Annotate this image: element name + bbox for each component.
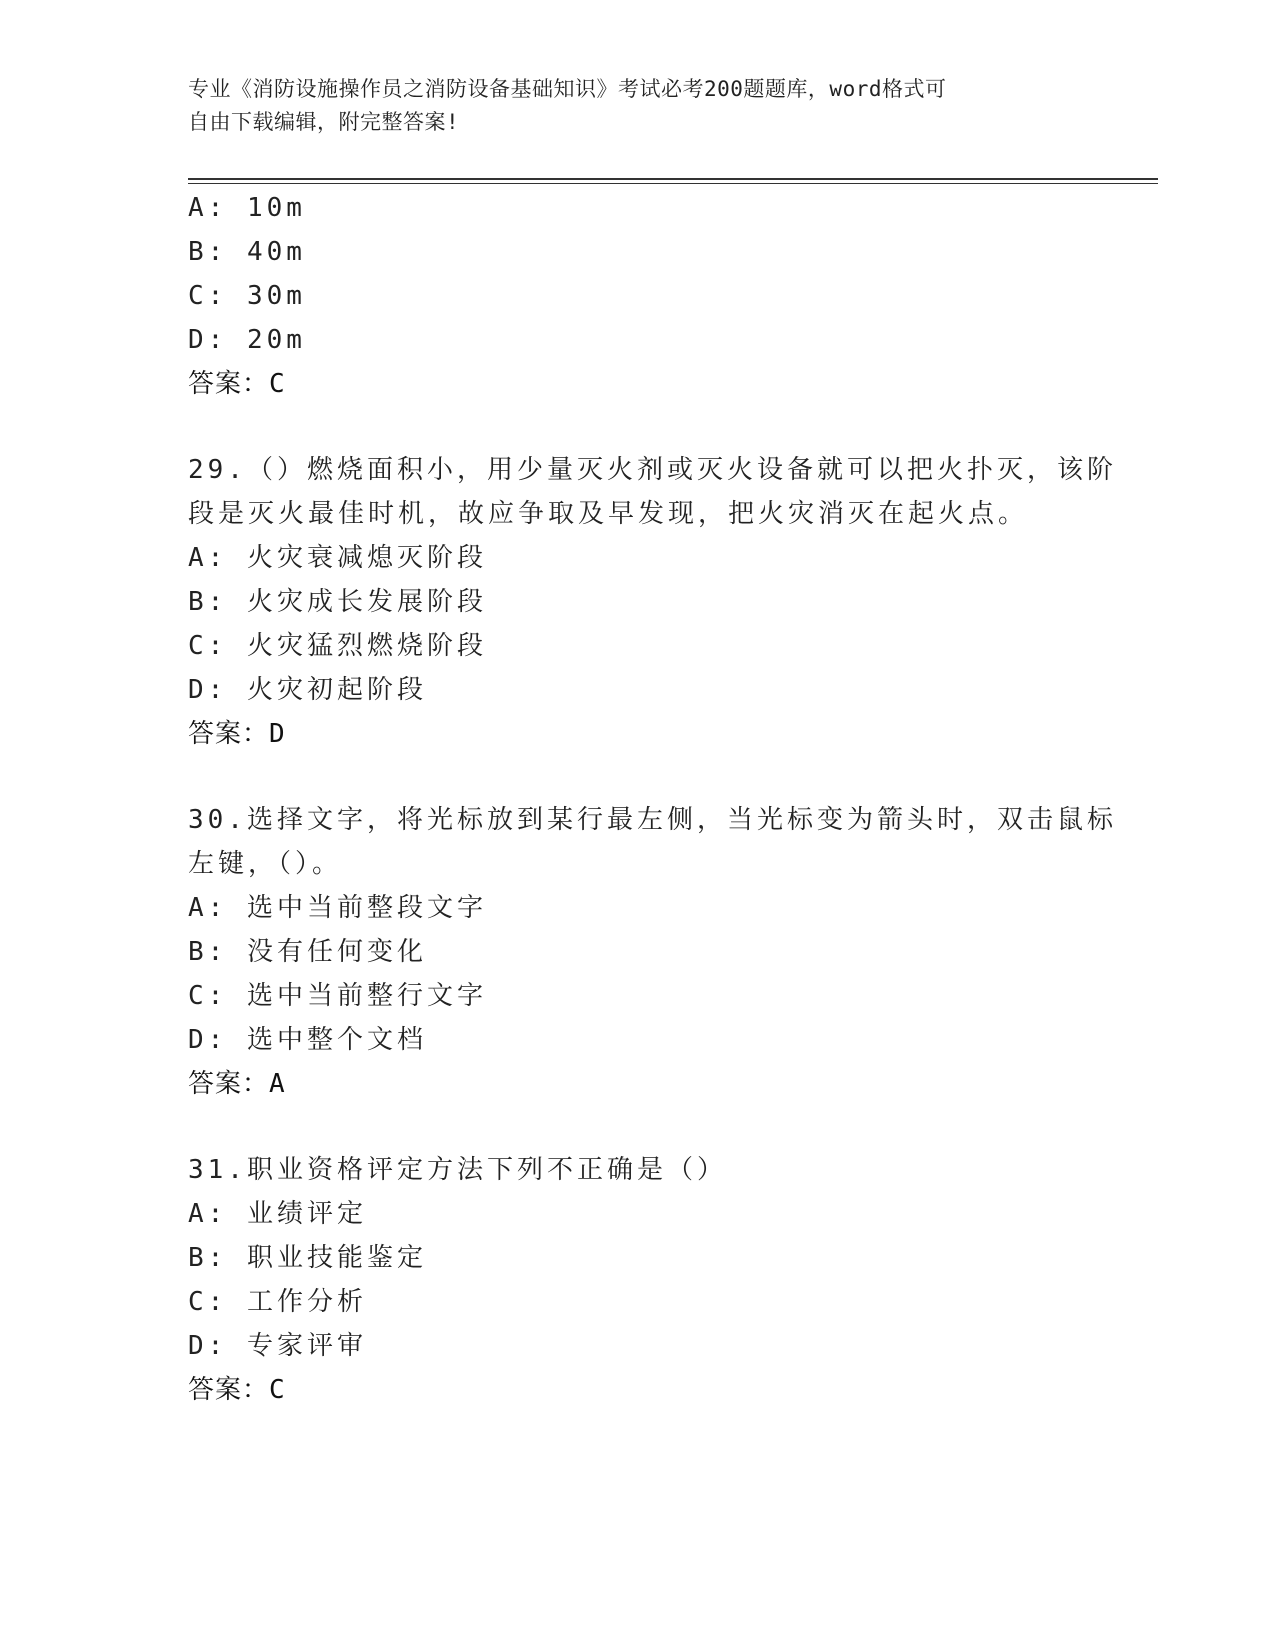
q29-option-c: C: 火灾猛烈燃烧阶段 xyxy=(188,631,487,661)
q30-stem-line-2: 左键，（）。 xyxy=(188,849,343,879)
header-line-2: 自由下载编辑，附完整答案! xyxy=(188,110,460,134)
q28-option-a: A: 10m xyxy=(188,193,306,223)
q30-option-a: A: 选中当前整段文字 xyxy=(188,893,487,923)
q30-option-c: C: 选中当前整行文字 xyxy=(188,981,487,1011)
q29-option-b: B: 火灾成长发展阶段 xyxy=(188,587,487,617)
q31-option-a: A: 业绩评定 xyxy=(188,1199,367,1229)
q30-option-b: B: 没有任何变化 xyxy=(188,937,427,967)
q29-option-d: D: 火灾初起阶段 xyxy=(188,675,427,705)
document-header xyxy=(188,73,1088,139)
q31-answer: 答案：C xyxy=(188,1375,286,1405)
q29-stem-line-2: 段是灭火最佳时机，故应争取及早发现，把火灾消灭在起火点。 xyxy=(188,499,1029,529)
header-divider-thin xyxy=(188,183,1158,184)
q29-option-a: A: 火灾衰减熄灭阶段 xyxy=(188,543,487,573)
q30-answer: 答案：A xyxy=(188,1069,286,1099)
q29-stem-line-1: 29.（）燃烧面积小，用少量灭火剂或灭火设备就可以把火扑灭，该阶 xyxy=(188,455,1117,485)
q30-option-d: D: 选中整个文档 xyxy=(188,1025,427,1055)
q31-option-b: B: 职业技能鉴定 xyxy=(188,1243,427,1273)
q28-option-d: D: 20m xyxy=(188,325,306,355)
header-divider-thick xyxy=(188,178,1158,180)
q31-option-c: C: 工作分析 xyxy=(188,1287,367,1317)
q28-answer: 答案：C xyxy=(188,369,286,399)
q31-stem-line-1: 31.职业资格评定方法下列不正确是（） xyxy=(188,1155,727,1185)
q31-option-d: D: 专家评审 xyxy=(188,1331,367,1361)
q30-stem-line-1: 30.选择文字，将光标放到某行最左侧，当光标变为箭头时，双击鼠标 xyxy=(188,805,1117,835)
header-line-1: 专业《消防设施操作员之消防设备基础知识》考试必考200题题库，word格式可 xyxy=(188,77,947,101)
q28-option-b: B: 40m xyxy=(188,237,306,267)
q28-option-c: C: 30m xyxy=(188,281,306,311)
q29-answer: 答案：D xyxy=(188,719,286,749)
